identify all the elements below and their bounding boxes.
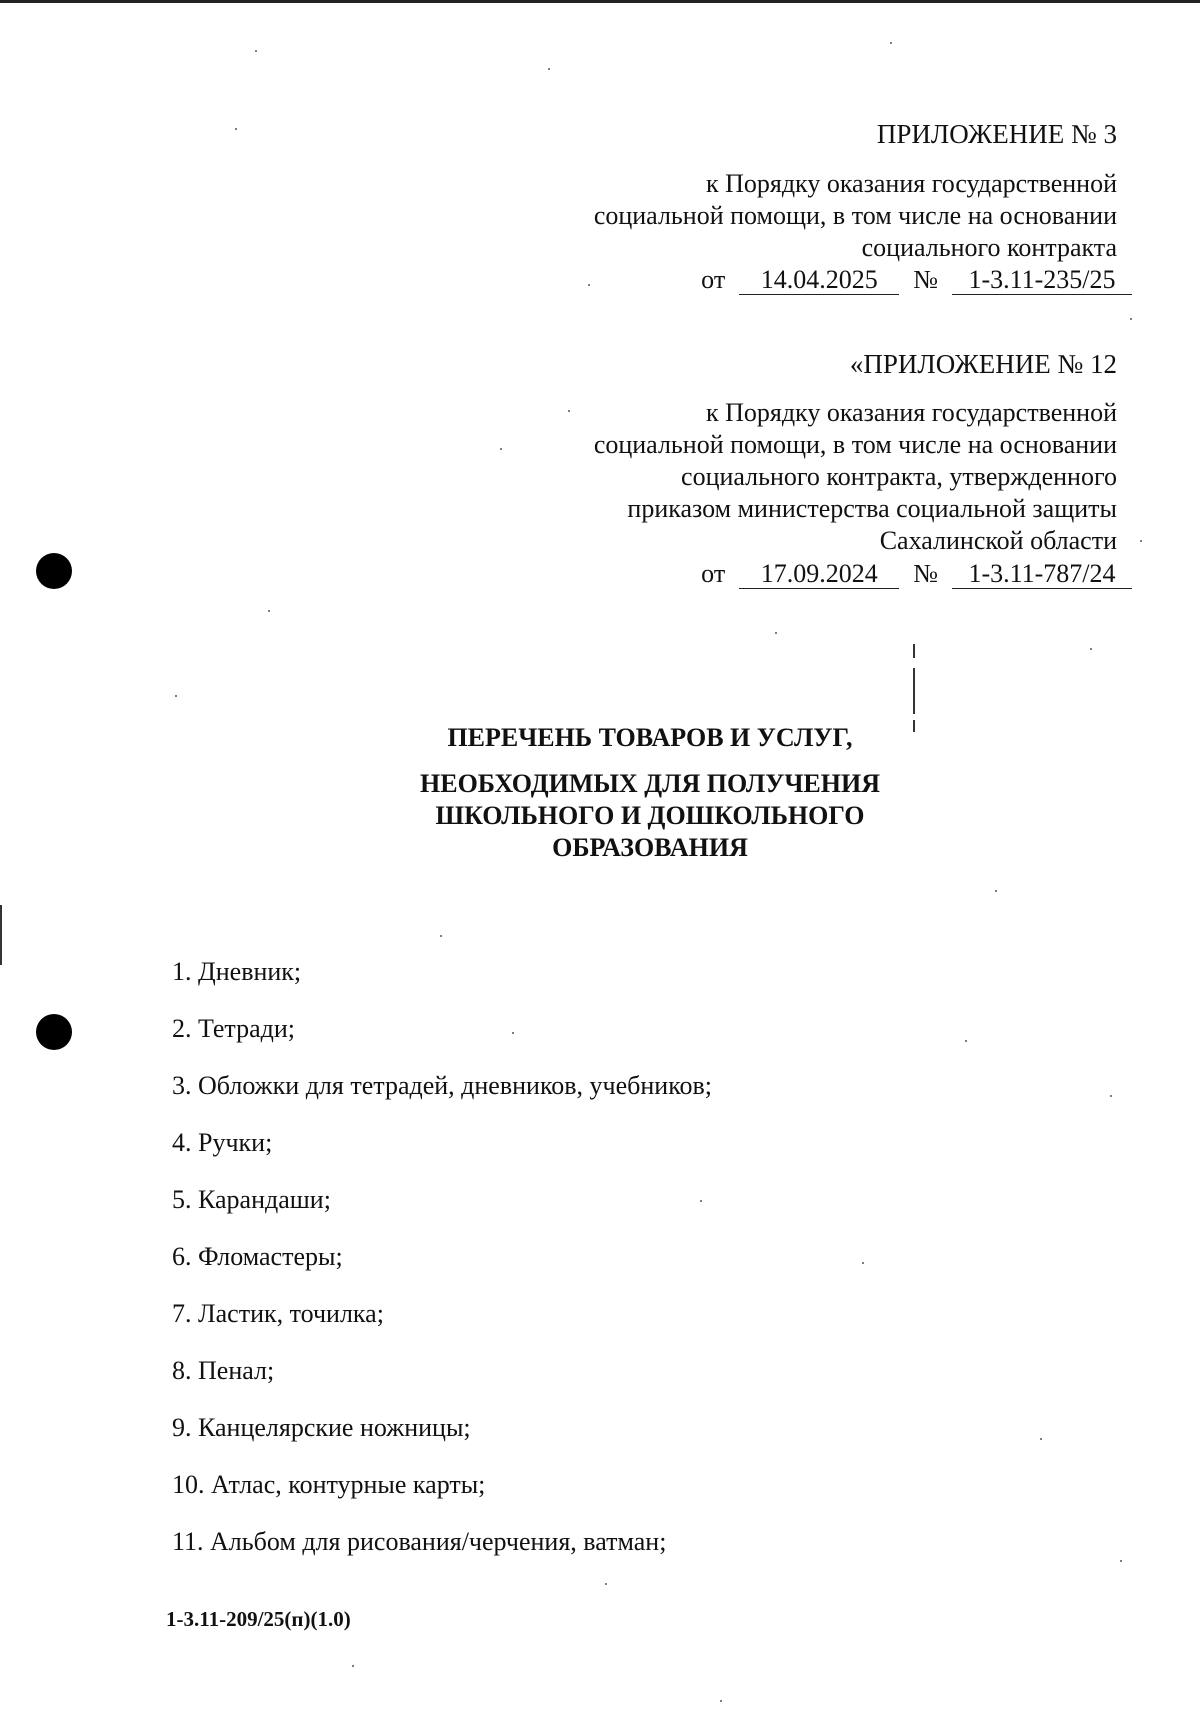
list-item: 11. Альбом для рисования/черчения, ватман; bbox=[172, 1527, 667, 1556]
appendix-3-line: социального контракта bbox=[861, 233, 1117, 262]
order-number: 1-3.11-787/24 bbox=[952, 560, 1132, 589]
appendix-3-line: социальной помощи, в том числе на основании bbox=[593, 201, 1117, 230]
appendix-12-line: приказом министерства социальной защиты bbox=[627, 494, 1117, 523]
document-code: 1-3.11-209/25(п)(1.0) bbox=[166, 1607, 351, 1631]
document-heading bbox=[300, 768, 1000, 864]
scan-speck bbox=[1090, 648, 1092, 650]
appendix-12-line: Сахалинской области bbox=[879, 526, 1117, 555]
scan-edge-line bbox=[0, 0, 1200, 3]
scan-speck bbox=[235, 128, 237, 130]
scan-speck bbox=[352, 1665, 354, 1667]
scan-speck bbox=[862, 1262, 864, 1264]
document-heading-line: НЕОБХОДИМЫХ ДЛЯ ПОЛУЧЕНИЯ bbox=[420, 769, 880, 798]
document-heading-line: ОБРАЗОВАНИЯ bbox=[552, 833, 748, 862]
scan-speck bbox=[1120, 1560, 1122, 1562]
scan-speck bbox=[548, 68, 550, 70]
scan-edge-mark bbox=[0, 905, 2, 965]
scan-speck bbox=[255, 50, 257, 52]
scan-speck bbox=[440, 935, 442, 937]
scan-speck bbox=[995, 890, 997, 892]
order-date: 14.04.2025 bbox=[739, 266, 899, 295]
order-date: 17.09.2024 bbox=[739, 560, 899, 589]
order-number: 1-3.11-235/25 bbox=[952, 266, 1132, 295]
list-item: 4. Ручки; bbox=[172, 1128, 273, 1157]
appendix-3-text bbox=[594, 168, 1117, 264]
scan-speck bbox=[500, 448, 502, 450]
scan-speck bbox=[1040, 1438, 1042, 1440]
list-item: 5. Карандаши; bbox=[172, 1185, 331, 1214]
scan-speck bbox=[1130, 318, 1132, 320]
appendix-12-line: социальной помощи, в том числе на основании bbox=[593, 430, 1117, 459]
document-heading-line: ШКОЛЬНОГО И ДОШКОЛЬНОГО bbox=[435, 801, 865, 830]
punch-hole bbox=[36, 553, 72, 589]
list-item: 10. Атлас, контурные карты; bbox=[172, 1470, 486, 1499]
scan-speck bbox=[890, 42, 892, 44]
number-label: № bbox=[913, 559, 938, 588]
list-item: 9. Канцелярские ножницы; bbox=[172, 1413, 471, 1442]
scan-speck bbox=[568, 410, 570, 412]
scan-speck bbox=[965, 1040, 967, 1042]
scan-speck bbox=[1110, 1095, 1112, 1097]
scan-speck bbox=[588, 284, 590, 286]
punch-hole bbox=[36, 1014, 72, 1050]
list-item: 8. Пенал; bbox=[172, 1356, 275, 1385]
appendix-12-line: социального контракта, утвержденного bbox=[681, 462, 1117, 491]
appendix-3-line: к Порядку оказания государственной bbox=[705, 169, 1117, 198]
appendix-3-title: ПРИЛОЖЕНИЕ № 3 bbox=[876, 119, 1117, 149]
from-label: от bbox=[701, 559, 726, 588]
appendix-12-line: к Порядку оказания государственной bbox=[705, 398, 1117, 427]
scan-mark bbox=[913, 644, 915, 658]
appendix-12-date-line bbox=[701, 558, 1132, 590]
goods-list bbox=[172, 956, 712, 1583]
list-item: 7. Ластик, точилка; bbox=[172, 1299, 384, 1328]
scan-speck bbox=[605, 1583, 607, 1585]
scan-speck bbox=[1140, 540, 1142, 542]
scan-speck bbox=[775, 632, 777, 634]
document-heading-line-1: ПЕРЕЧЕНЬ ТОВАРОВ И УСЛУГ, bbox=[447, 723, 853, 752]
appendix-12-text bbox=[594, 397, 1117, 557]
number-label: № bbox=[913, 265, 938, 294]
list-item: 3. Обложки для тетрадей, дневников, учебников; bbox=[172, 1071, 713, 1100]
appendix-12-title: «ПРИЛОЖЕНИЕ № 12 bbox=[849, 349, 1117, 379]
list-item: 6. Фломастеры; bbox=[172, 1242, 343, 1271]
scan-mark bbox=[913, 668, 915, 714]
scan-speck bbox=[175, 695, 177, 697]
list-item: 2. Тетради; bbox=[172, 1014, 296, 1043]
list-item: 1. Дневник; bbox=[172, 957, 302, 986]
appendix-3-date-line bbox=[701, 264, 1132, 296]
scan-speck bbox=[720, 1700, 722, 1702]
from-label: от bbox=[701, 265, 726, 294]
scan-speck bbox=[268, 610, 270, 612]
